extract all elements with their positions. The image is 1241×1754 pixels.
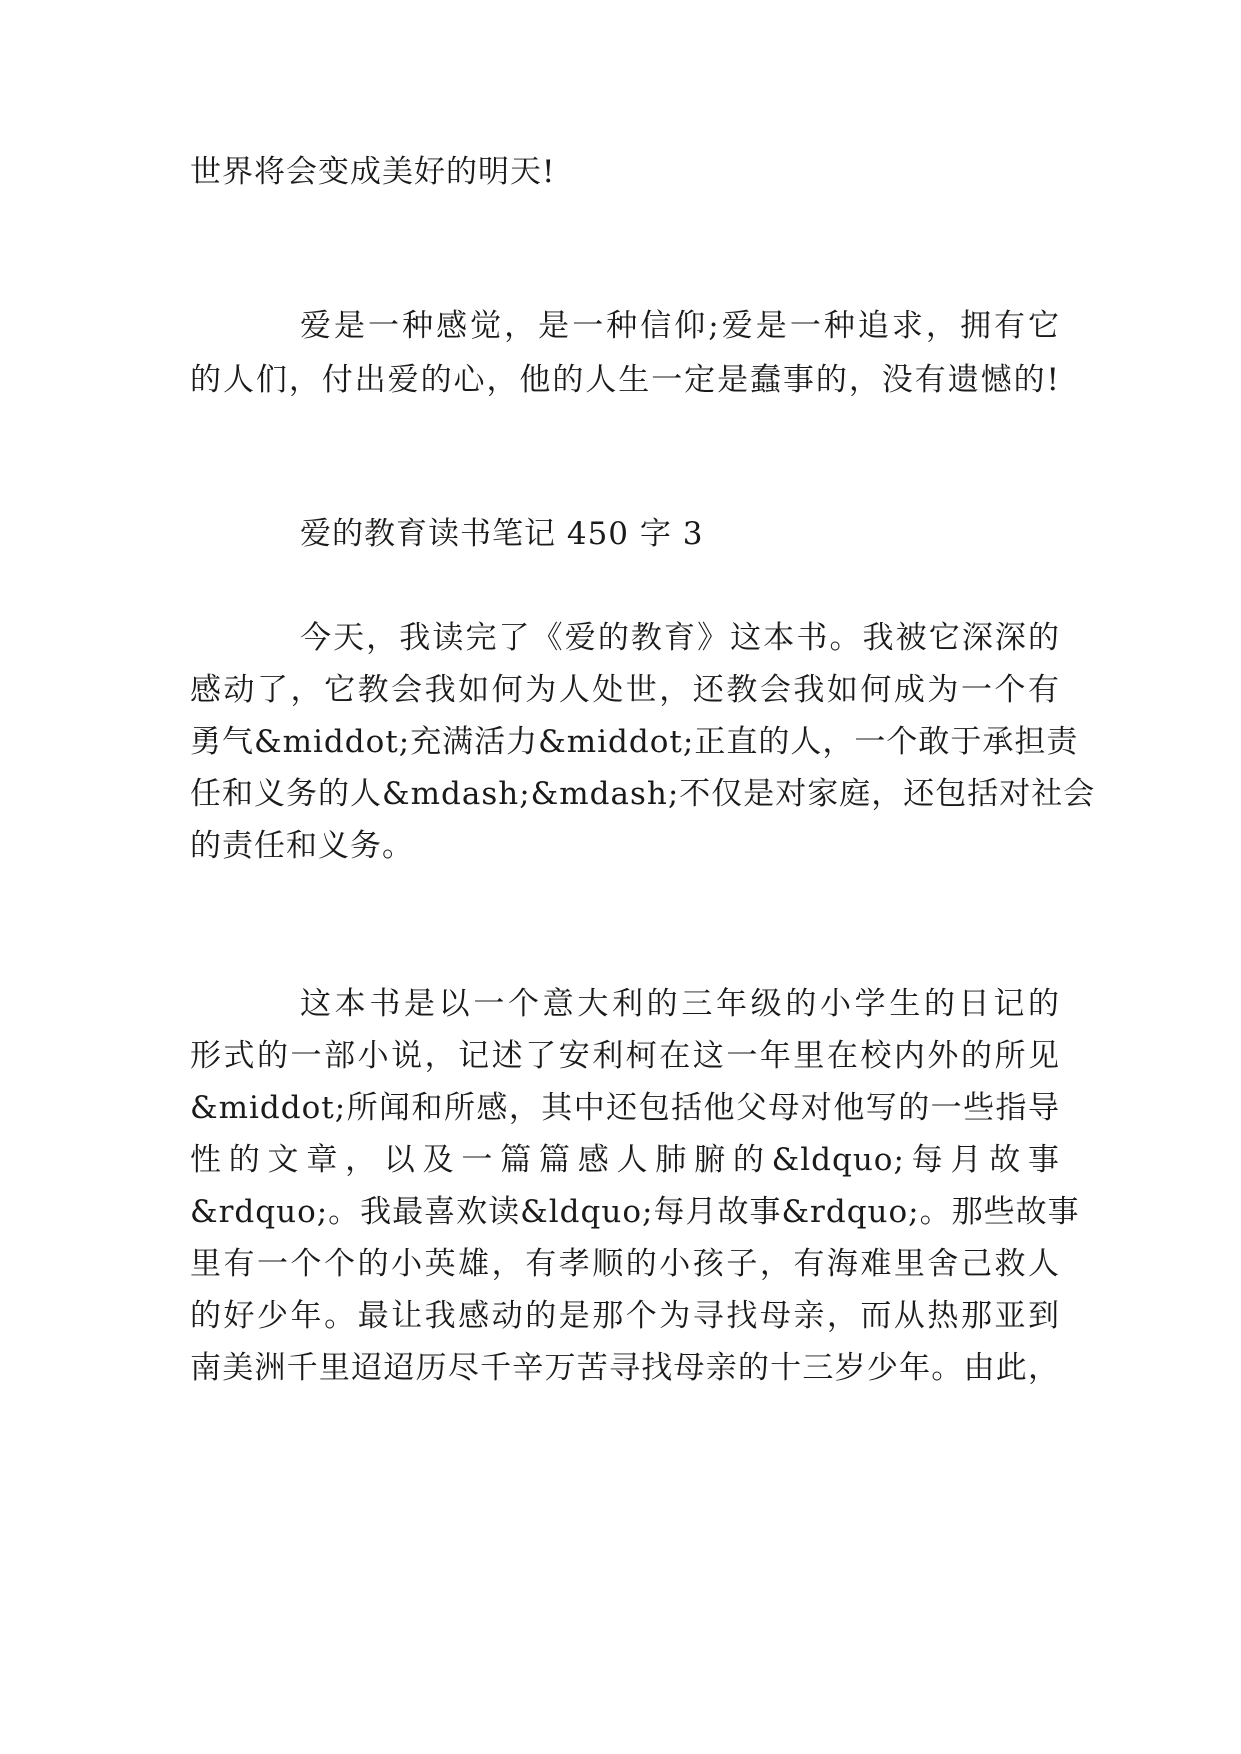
section-heading: 爱的教育读书笔记 450 字 3	[300, 516, 704, 552]
paragraph-first-line: 今天，我读完了《爱的教育》这本书。我被它深深的	[300, 620, 1060, 656]
text-line: 勇气&middot;充满活力&middot;正直的人，一个敢于承担责	[190, 724, 1079, 760]
text-line: &middot;所闻和所感，其中还包括他父母对他写的一些指导	[190, 1090, 1060, 1126]
text-line: 的好少年。最让我感动的是那个为寻找母亲，而从热那亚到	[190, 1298, 1060, 1334]
text-line: 里有一个个的小英雄，有孝顺的小孩子，有海难里舍己救人	[190, 1246, 1060, 1282]
text-line: 形式的一部小说，记述了安利柯在这一年里在校内外的所见	[190, 1038, 1060, 1074]
text-line: 任和义务的人&mdash;&mdash;不仅是对家庭，还包括对社会	[190, 776, 1096, 812]
text-line: 南美洲千里迢迢历尽千辛万苦寻找母亲的十三岁少年。由此，	[190, 1350, 1060, 1386]
text-line: &rdquo;。我最喜欢读&ldquo;每月故事&rdquo;。那些故事	[190, 1194, 1080, 1230]
text-line: 性的文章，以及一篇篇感人肺腑的&ldquo;每月故事	[190, 1142, 1060, 1178]
text-line: 感动了，它教会我如何为人处世，还教会我如何成为一个有	[190, 672, 1060, 708]
text-line: 世界将会变成美好的明天!	[190, 154, 556, 190]
text-line: 的责任和义务。	[190, 828, 414, 864]
paragraph-first-line: 爱是一种感觉，是一种信仰;爱是一种追求，拥有它	[300, 308, 1060, 344]
text-line: 的人们，付出爱的心，他的人生一定是蠢事的，没有遗憾的!	[190, 362, 1060, 398]
paragraph-first-line: 这本书是以一个意大利的三年级的小学生的日记的	[300, 986, 1060, 1022]
